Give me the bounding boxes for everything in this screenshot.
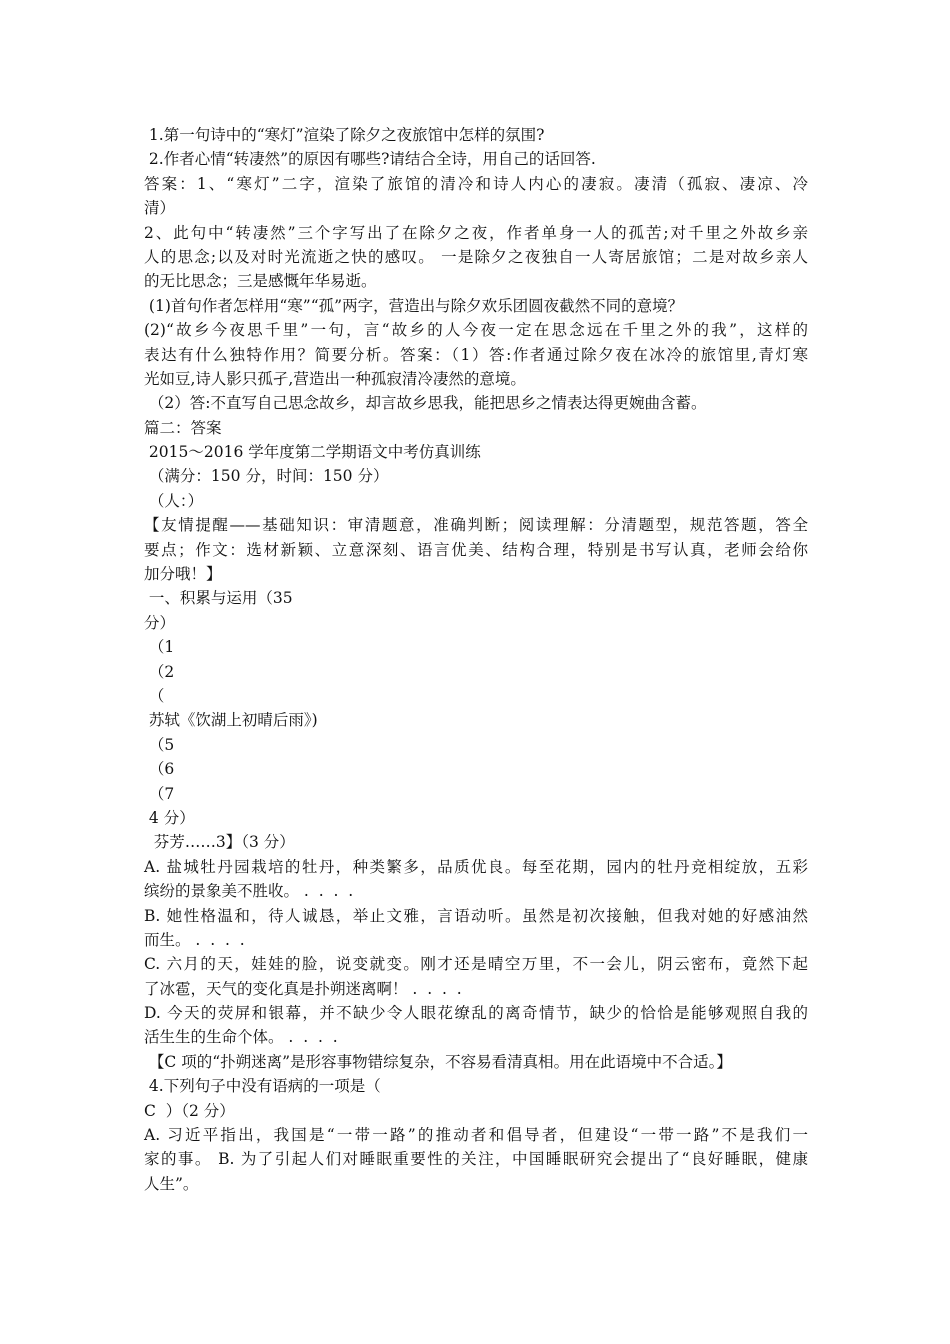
text-line: （6 xyxy=(144,760,175,779)
text-line: 一、积累与运用（35 xyxy=(144,589,293,608)
text-line: 光如豆,诗人影只孤孑,营造出一种孤寂清冷凄然的意境。 xyxy=(144,369,526,388)
text-line: 苏轼《饮湖上初晴后雨》) xyxy=(144,711,318,730)
text-line: 缤纷的景象美不胜收。 . . . . xyxy=(144,882,354,901)
document-page xyxy=(144,123,808,1196)
text-line: 的无比思念；三是感慨年华易逝。 xyxy=(144,272,377,291)
text-line: （7 xyxy=(144,784,175,803)
text-line: (2)“故乡今夜思千里”一句，言“故乡的人今夜一定在思念远在千里之外的我”，这样的 xyxy=(144,321,808,340)
text-line: B. 她性格温和，待人诚恳，举止文雅，言语动听。虽然是初次接触，但我对她的好感油然 xyxy=(144,906,808,925)
text-line: 答案：1、“寒灯”二字，渲染了旅馆的清冷和诗人内心的凄寂。凄清（孤寂、凄凉、冷 xyxy=(144,174,808,193)
text-line: 分） xyxy=(144,613,176,632)
text-line: 【C 项的“扑朔迷离”是形容事物错综复杂，不容易看清真相。用在此语境中不合适。】 xyxy=(144,1052,732,1071)
text-line: （人：） xyxy=(144,491,204,510)
text-line: 而生。 . . . . xyxy=(144,930,245,949)
text-line: 人生”。 xyxy=(144,1174,199,1193)
text-line: 2015～2016 学年度第二学期语文中考仿真训练 xyxy=(144,443,481,462)
text-line: 加分哦！】 xyxy=(144,565,222,584)
text-line: 清） xyxy=(144,199,176,218)
text-line: （ xyxy=(144,686,165,705)
text-line: 2.作者心情“转凄然”的原因有哪些?请结合全诗，用自己的话回答. xyxy=(144,150,596,169)
text-line: C. 六月的天，娃娃的脸，说变就变。刚才还是晴空万里，不一会儿，阴云密布，竟然下起 xyxy=(144,955,808,974)
text-line: 2、此句中“转凄然”三个字写出了在除夕之夜，作者单身一人的孤苦;对千里之外故乡亲 xyxy=(144,223,808,242)
text-line: 【友情提醒——基础知识：审清题意，准确判断；阅读理解：分清题型，规范答题，答全 xyxy=(144,516,808,535)
text-line: （5 xyxy=(144,735,175,754)
text-line: （2）答:不直写自己思念故乡，却言故乡思我，能把思乡之情表达得更婉曲含蓄。 xyxy=(144,394,707,413)
text-line: D. 今天的荧屏和银幕，并不缺少令人眼花缭乱的离奇情节，缺少的恰恰是能够观照自我的 xyxy=(144,1004,808,1023)
text-line: 活生生的生命个体。 . . . . xyxy=(144,1028,338,1047)
text-line: 人的思念;以及对时光流逝之快的感叹。 一是除夕之夜独自一人寄居旅馆；二是对故乡亲人 xyxy=(144,247,808,266)
text-line: (1)首句作者怎样用“寒”“孤”两字，营造出与除夕欢乐团圆夜截然不同的意境？ xyxy=(144,296,684,315)
text-line: A. 盐城牡丹园栽培的牡丹，种类繁多，品质优良。每至花期，园内的牡丹竞相绽放，五彩 xyxy=(144,857,808,876)
text-line: A. 习近平指出，我国是“一带一路”的推动者和倡导者，但建设“一带一路”不是我们一 xyxy=(144,1126,808,1145)
section-heading: 篇二：答案 xyxy=(144,418,222,437)
text-line: （2 xyxy=(144,662,175,681)
text-line: 芬芳……3】（3 分） xyxy=(144,833,295,852)
text-line: 家的事。 B. 为了引起人们对睡眠重要性的关注，中国睡眠研究会提出了“良好睡眠，健康 xyxy=(144,1150,808,1169)
text-line: 了冰雹，天气的变化真是扑朔迷离啊！ . . . . xyxy=(144,979,462,998)
text-line: 要点；作文：选材新颖、立意深刻、语言优美、结构合理，特别是书写认真，老师会给你 xyxy=(144,540,808,559)
text-line: 4 分） xyxy=(144,808,195,827)
text-line: （满分：150 分，时间：150 分） xyxy=(144,467,389,486)
text-line: 1.第一句诗中的“寒灯”渲染了除夕之夜旅馆中怎样的氛围? xyxy=(144,126,545,144)
text-line: C ）（2 分） xyxy=(144,1101,235,1120)
text-line: （1 xyxy=(144,638,175,657)
text-line: 4.下列句子中没有语病的一项是（ xyxy=(144,1077,381,1096)
text-line: 表达有什么独特作用？简要分析。答案：（1）答:作者通过除夕夜在冰冷的旅馆里,青灯寒 xyxy=(144,345,808,364)
